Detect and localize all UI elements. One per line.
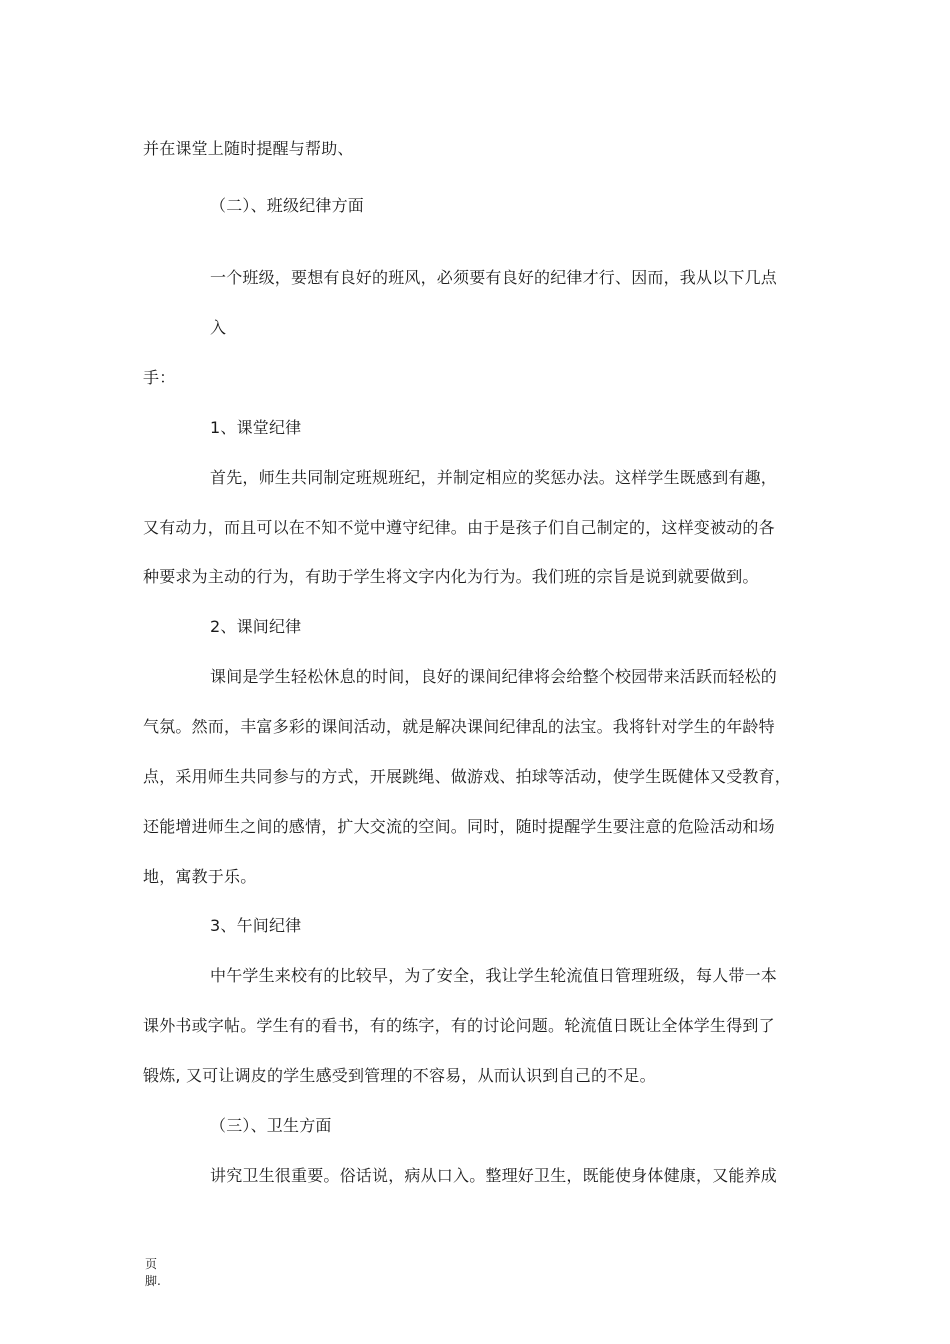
subsection-heading: 2、课间纪律 [210,617,302,636]
paragraph-line: 地，寓教于乐。 [143,867,257,886]
paragraph-line: 手： [143,368,176,387]
paragraph-line: 点，采用师生共同参与的方式，开展跳绳、做游戏、拍球等活动，使学生既健体又受教育， [143,767,792,786]
page-footer [145,1256,175,1290]
paragraph-line: 课间是学生轻松休息的时间，良好的课间纪律将会给整个校园带来活跃而轻松的 [210,667,778,686]
subsection-heading: 1、课堂纪律 [210,418,302,437]
paragraph-line: 中午学生来校有的比较早，为了安全，我让学生轮流值日管理班级，每人带一本 [210,966,778,985]
paragraph-line: 锻炼, 又可让调皮的学生感受到管理的不容易，从而认识到自己的不足。 [143,1066,656,1085]
paragraph-line: 一个班级，要想有良好的班风，必须要有良好的纪律才行、因而，我从以下几点 [210,268,778,287]
paragraph-line: 还能增进师生之间的感情，扩大交流的空间。同时，随时提醒学生要注意的危险活动和场 [143,817,775,836]
paragraph-line: 讲究卫生很重要。俗话说，病从口入。整理好卫生，既能使身体健康，又能养成 [210,1166,778,1185]
subsection-heading: 3、午间纪律 [210,916,302,935]
paragraph-line: 气氛。然而，丰富多彩的课间活动，就是解决课间纪律乱的法宝。我将针对学生的年龄特 [143,717,775,736]
section-heading: （三）、卫生方面 [210,1116,332,1135]
paragraph-line: 并在课堂上随时提醒与帮助、 [143,139,354,158]
section-heading: （二）、班级纪律方面 [210,196,365,215]
paragraph-line: 入 [210,318,227,337]
paragraph-line: 种要求为主动的行为，有助于学生将文字内化为行为。我们班的宗旨是说到就要做到。 [143,567,759,586]
paragraph-line: 课外书或字帖。学生有的看书，有的练字，有的讨论问题。轮流值日既让全体学生得到了 [143,1016,775,1035]
footer-line: 脚. [145,1274,161,1288]
paragraph-line: 首先，师生共同制定班规班纪，并制定相应的奖惩办法。这样学生既感到有趣， [210,468,778,487]
footer-line: 页 [145,1257,158,1271]
paragraph-line: 又有动力，而且可以在不知不觉中遵守纪律。由于是孩子们自己制定的，这样变被动的各 [143,518,775,537]
